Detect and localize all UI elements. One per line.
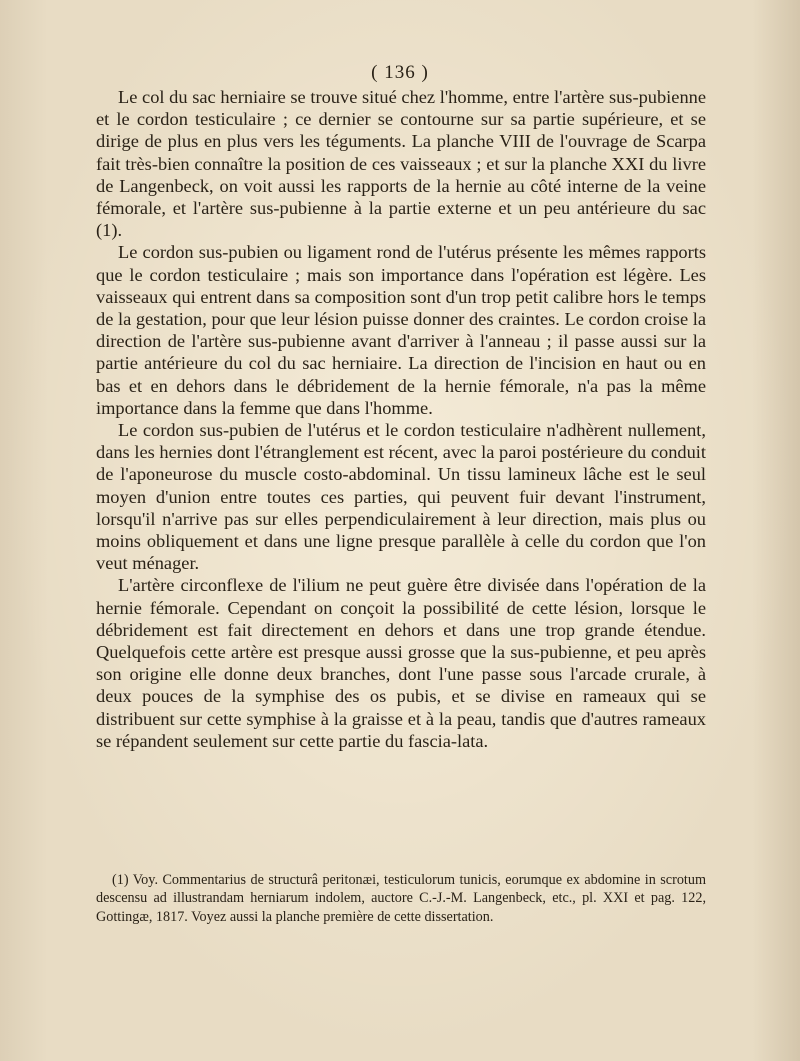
paragraph-4: L'artère circonflexe de l'ilium ne peut guère être divisée dans l'opération de la hernie fémorale. Cependant on conçoit la possibilité de cette lésion, lorsque le débridement est fait directement en dehors et dans une trop grande étendue. Quelquefois cette artère est presque aussi grosse que la sus-pubienne, et peu après son origine elle donne deux branches, dont l'une passe sous l'arcade crurale, à deux pouces de la symphise des os pubis, et se divise en rameaux qui se distribuent sur cette symphise à la graisse et à la peau, tandis que d'autres rameaux se répandent seulement sur cette partie du fascia-lata. (96, 575, 706, 751)
footnote (96, 871, 706, 926)
paragraph-1: Le col du sac herniaire se trouve situé chez l'homme, entre l'artère sus-pubienne et le cordon testiculaire ; ce dernier se contourne sur sa partie supérieure, et se dirige de plus en plus vers les téguments. La planche VIII de l'ouvrage de Scarpa fait très-bien connaître la position de ces vaisseaux ; et sur la planche XXI du livre de Langenbeck, on voit aussi les rapports de la hernie au côté interne de la veine fémorale, et l'artère sus-pubienne à la partie externe et un peu antérieure du sac (1). (96, 87, 706, 241)
paragraph-3: Le cordon sus-pubien de l'utérus et le cordon testiculaire n'adhèrent nullement, dans les hernies dont l'étranglement est récent, avec la paroi postérieure du conduit de l'aponeurose du muscle costo-abdominal. Un tissu lamineux lâche est le seul moyen d'union entre toutes ces parties, qui peuvent fuir devant l'instrument, lorsqu'il n'arrive pas sur elles perpendiculairement à leur direction, mais plus ou moins obliquement et dans une ligne presque parallèle à celle du cordon que l'on veut ménager. (96, 420, 706, 574)
main-text (96, 86, 706, 752)
footnote-marker: (1) (112, 872, 129, 888)
page-number: ( 136 ) (371, 62, 429, 83)
paragraph-2: Le cordon sus-pubien ou ligament rond de l'utérus présente les mêmes rapports que le cordon testiculaire ; mais son importance dans l'opération est légère. Les vaisseaux qui entrent dans sa composition sont d'un trop petit calibre hors le temps de la gestation, pour que leur lésion puisse donner des craintes. Le cordon croise la direction de l'artère sus-pubienne avant d'arriver à l'anneau ; il passe aussi sur la partie antérieure du col du sac herniaire. La direction de l'incision en haut ou en bas et en dehors dans le débridement de la hernie fémorale, n'a pas la même importance dans la femme que dans l'homme. (96, 242, 706, 418)
footnote-paragraph (96, 871, 706, 926)
footnote-text: Voy. Commentarius de structurâ peritonæi, testiculorum tunicis, eorumque ex abdomine in scrotum descensu ad illustrandam herniarum indolem, auctore C.-J.-M. Langenbeck, etc., pl. XXI et pag. 122, Gottingæ, 1817. Voyez aussi la planche première de cette dissertation. (96, 872, 706, 925)
